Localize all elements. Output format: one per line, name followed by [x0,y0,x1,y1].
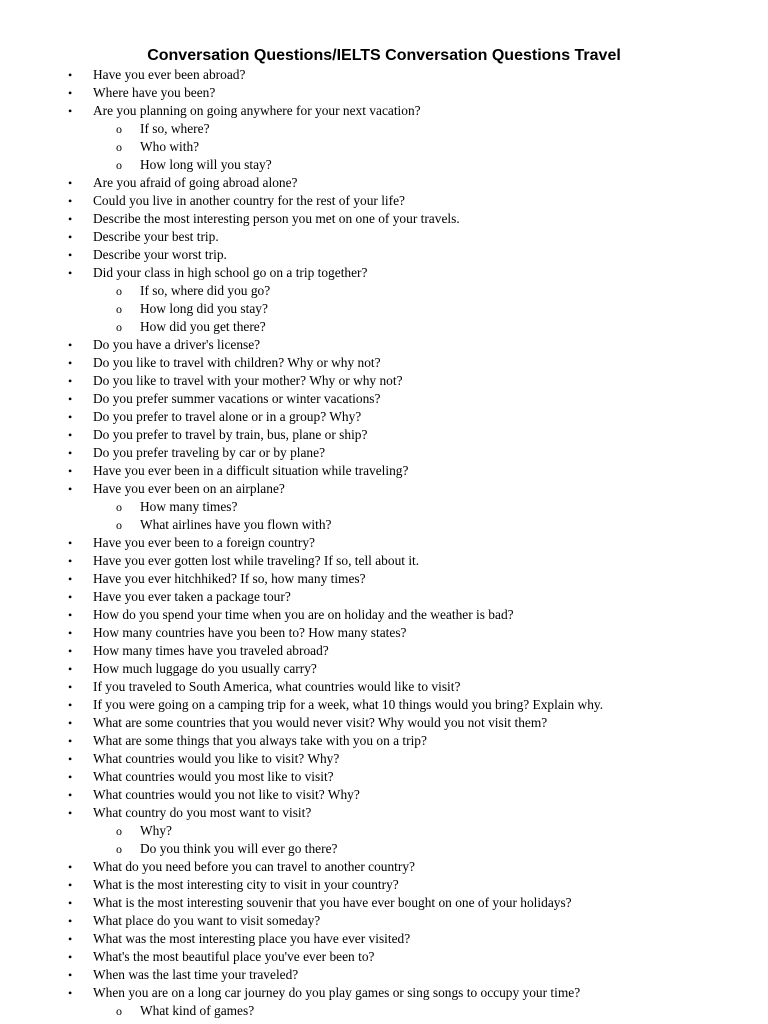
sub-bullet-icon: o [116,824,122,838]
list-item [0,102,768,120]
sub-list-item [0,282,768,300]
bullet-icon: • [68,536,73,550]
bullet-icon: • [68,410,73,424]
bullet-icon: • [68,194,73,208]
question-text: Do you have a driver's license? [93,337,261,352]
sub-bullet-icon: o [116,158,122,172]
list-item [0,390,768,408]
question-text: What's the most beautiful place you've ever been to? [93,949,375,964]
question-text: Have you ever taken a package tour? [93,589,291,604]
list-item [0,642,768,660]
bullet-icon: • [68,698,73,712]
question-text: Describe your worst trip. [93,247,227,262]
question-text: How many times have you traveled abroad? [93,643,329,658]
bullet-icon: • [68,932,73,946]
question-text: How many times? [140,499,238,514]
list-item [0,858,768,876]
sub-bullet-icon: o [116,518,122,532]
question-text: Do you prefer to travel by train, bus, plane or ship? [93,427,368,442]
sub-bullet-icon: o [116,1004,122,1018]
list-item [0,444,768,462]
list-item [0,228,768,246]
bullet-icon: • [68,950,73,964]
list-item [0,336,768,354]
bullet-icon: • [68,428,73,442]
question-text: What airlines have you flown with? [140,517,332,532]
list-item [0,210,768,228]
question-text: What do you need before you can travel to another country? [93,859,415,874]
list-item [0,750,768,768]
list-item [0,876,768,894]
list-item [0,462,768,480]
bullet-icon: • [68,86,73,100]
list-item [0,624,768,642]
list-item [0,588,768,606]
bullet-icon: • [68,338,73,352]
bullet-icon: • [68,356,73,370]
list-item [0,426,768,444]
list-item [0,480,768,498]
list-item [0,696,768,714]
question-text: Do you think you will ever go there? [140,841,338,856]
question-text: Are you planning on going anywhere for your next vacation? [93,103,421,118]
question-text: How many countries have you been to? How many states? [93,625,407,640]
bullet-icon: • [68,986,73,1000]
question-text: How long will you stay? [140,157,272,172]
question-text: If so, where? [140,121,210,136]
bullet-icon: • [68,482,73,496]
list-item [0,354,768,372]
bullet-icon: • [68,68,73,82]
bullet-icon: • [68,716,73,730]
question-text: Do you prefer summer vacations or winter vacations? [93,391,381,406]
bullet-icon: • [68,248,73,262]
sub-list-item [0,822,768,840]
bullet-icon: • [68,662,73,676]
bullet-icon: • [68,860,73,874]
list-item [0,732,768,750]
question-text: What was the most interesting place you have ever visited? [93,931,411,946]
question-text: Do you prefer to travel alone or in a group? Why? [93,409,362,424]
bullet-icon: • [68,806,73,820]
list-item [0,606,768,624]
question-text: Have you ever gotten lost while traveling? If so, tell about it. [93,553,420,568]
sub-list-item [0,138,768,156]
list-item [0,534,768,552]
list-item [0,768,768,786]
bullet-icon: • [68,554,73,568]
bullet-icon: • [68,212,73,226]
bullet-icon: • [68,626,73,640]
question-text: Have you ever been to a foreign country? [93,535,315,550]
question-text: If you traveled to South America, what countries would like to visit? [93,679,461,694]
page-title: Conversation Questions/IELTS Conversation Questions Travel [147,47,621,64]
list-item [0,552,768,570]
question-text: Have you ever hitchhiked? If so, how many times? [93,571,366,586]
question-text: How did you get there? [140,319,266,334]
list-item [0,372,768,390]
list-item [0,804,768,822]
question-text: What kind of games? [140,1003,255,1018]
list-item [0,192,768,210]
sub-list-item [0,120,768,138]
bullet-icon: • [68,266,73,280]
bullet-icon: • [68,770,73,784]
sub-bullet-icon: o [116,320,122,334]
question-text: What place do you want to visit someday? [93,913,321,928]
question-text: Are you afraid of going abroad alone? [93,175,298,190]
question-text: What country do you most want to visit? [93,805,312,820]
question-text: What countries would you most like to visit? [93,769,334,784]
bullet-icon: • [68,914,73,928]
question-text: When you are on a long car journey do you play games or sing songs to occupy your time? [93,985,581,1000]
bullet-icon: • [68,896,73,910]
sub-list-item [0,1002,768,1020]
question-text: Have you ever been in a difficult situation while traveling? [93,463,409,478]
question-text: Have you ever been abroad? [93,67,246,82]
list-item [0,894,768,912]
bullet-icon: • [68,788,73,802]
sub-bullet-icon: o [116,284,122,298]
bullet-icon: • [68,464,73,478]
list-item [0,786,768,804]
question-text: Where have you been? [93,85,216,100]
sub-list-item [0,516,768,534]
question-list [0,66,768,1020]
question-text: How do you spend your time when you are on holiday and the weather is bad? [93,607,514,622]
list-item [0,912,768,930]
list-item [0,570,768,588]
bullet-icon: • [68,230,73,244]
question-text: If you were going on a camping trip for a week, what 10 things would you bring? Explain why. [93,697,604,712]
bullet-icon: • [68,104,73,118]
sub-bullet-icon: o [116,842,122,856]
bullet-icon: • [68,392,73,406]
sub-bullet-icon: o [116,140,122,154]
bullet-icon: • [68,608,73,622]
question-text: What countries would you like to visit? Why? [93,751,340,766]
bullet-icon: • [68,590,73,604]
sub-bullet-icon: o [116,122,122,136]
list-item [0,246,768,264]
bullet-icon: • [68,374,73,388]
question-text: Have you ever been on an airplane? [93,481,285,496]
bullet-icon: • [68,734,73,748]
question-text: Why? [140,823,172,838]
question-text: When was the last time your traveled? [93,967,299,982]
question-text: Did your class in high school go on a trip together? [93,265,368,280]
sub-bullet-icon: o [116,302,122,316]
bullet-icon: • [68,878,73,892]
question-text: What are some things that you always take with you on a trip? [93,733,427,748]
sub-list-item [0,156,768,174]
sub-bullet-icon: o [116,500,122,514]
sub-list-item [0,318,768,336]
list-item [0,966,768,984]
question-text: What countries would you not like to visit? Why? [93,787,360,802]
list-item [0,714,768,732]
question-text: Do you like to travel with children? Why or why not? [93,355,381,370]
question-text: What is the most interesting city to visit in your country? [93,877,399,892]
question-text: What is the most interesting souvenir that you have ever bought on one of your holidays? [93,895,572,910]
question-text: Do you prefer traveling by car or by plane? [93,445,326,460]
sub-list-item [0,300,768,318]
bullet-icon: • [68,968,73,982]
question-text: How long did you stay? [140,301,268,316]
question-text: If so, where did you go? [140,283,271,298]
sub-list-item [0,498,768,516]
bullet-icon: • [68,752,73,766]
bullet-icon: • [68,644,73,658]
question-text: What are some countries that you would never visit? Why would you not visit them? [93,715,548,730]
list-item [0,984,768,1002]
bullet-icon: • [68,680,73,694]
question-text: Do you like to travel with your mother? Why or why not? [93,373,403,388]
list-item [0,678,768,696]
question-text: Could you live in another country for the rest of your life? [93,193,405,208]
bullet-icon: • [68,176,73,190]
list-item [0,930,768,948]
list-item [0,66,768,84]
sub-list-item [0,840,768,858]
list-item [0,948,768,966]
list-item [0,408,768,426]
list-item [0,264,768,282]
question-text: Describe the most interesting person you met on one of your travels. [93,211,460,226]
question-text: Describe your best trip. [93,229,219,244]
bullet-icon: • [68,446,73,460]
question-text: How much luggage do you usually carry? [93,661,317,676]
bullet-icon: • [68,572,73,586]
list-item [0,84,768,102]
question-text: Who with? [140,139,200,154]
list-item [0,660,768,678]
list-item [0,174,768,192]
